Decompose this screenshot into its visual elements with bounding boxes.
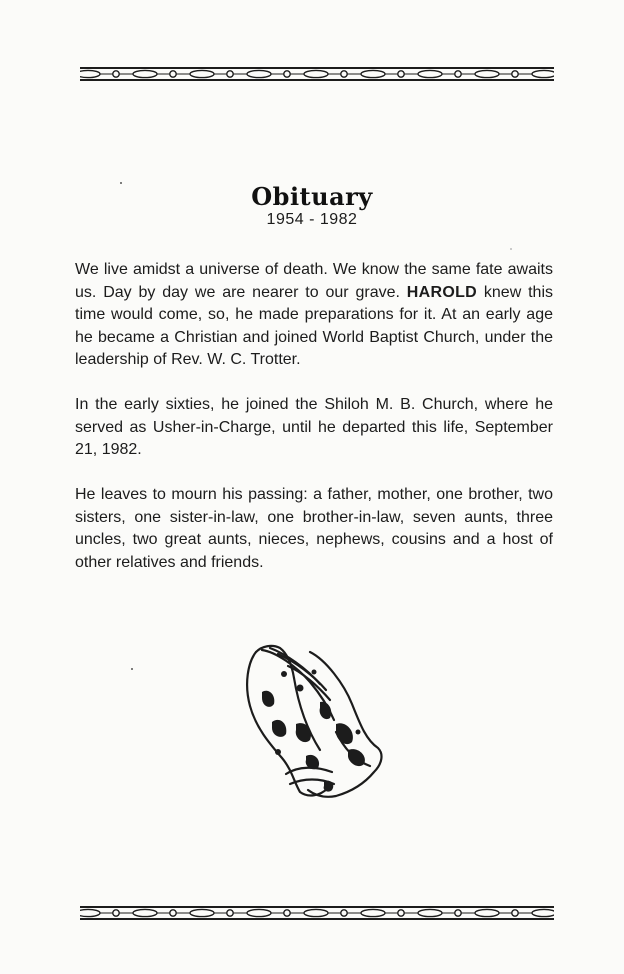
- page-title: Obituary: [251, 182, 373, 212]
- chain-link: [418, 70, 442, 77]
- chain-link: [532, 909, 554, 916]
- bottom-chain-border: [80, 905, 554, 921]
- chain-ring: [227, 910, 233, 916]
- chain-link: [80, 70, 100, 77]
- paragraph-1-intro: We live amidst a universe of death. We know the same fate awaits us. Day by day we are nearer to our grave.: [75, 261, 553, 301]
- chain-link: [247, 70, 271, 77]
- chain-ring: [284, 910, 290, 916]
- deceased-name: HAROLD: [406, 283, 478, 301]
- chain-link: [80, 909, 100, 916]
- chain-ring: [455, 910, 461, 916]
- chain-link: [361, 70, 385, 77]
- paper-speck: [510, 248, 512, 250]
- chain-links-bottom: [80, 909, 554, 916]
- chain-ring: [341, 71, 347, 77]
- top-chain-border: [80, 66, 554, 82]
- chain-link: [532, 70, 554, 77]
- chain-link: [190, 70, 214, 77]
- chain-link: [418, 909, 442, 916]
- chain-ring: [170, 910, 176, 916]
- chain-ring: [284, 71, 290, 77]
- praying-hands-icon: [236, 632, 388, 800]
- chain-ring: [398, 910, 404, 916]
- paper-speck: [120, 182, 122, 184]
- chain-ring: [455, 71, 461, 77]
- chain-link: [133, 70, 157, 77]
- chain-link: [133, 909, 157, 916]
- chain-ring: [341, 910, 347, 916]
- chain-ring: [227, 71, 233, 77]
- life-years: 1954 - 1982: [266, 211, 358, 228]
- chain-ring: [398, 71, 404, 77]
- chain-ring: [170, 71, 176, 77]
- chain-links-top: [80, 70, 554, 77]
- chain-link: [247, 909, 271, 916]
- chain-link: [304, 70, 328, 77]
- chain-ring: [113, 71, 119, 77]
- chain-ring: [512, 910, 518, 916]
- chain-ring: [512, 71, 518, 77]
- obituary-paragraph-1: [75, 259, 553, 372]
- paper-speck: [131, 668, 133, 670]
- obituary-paragraph-2: In the early sixties, he joined the Shiloh M. B. Church, where he served as Usher-in-Charge, until he departed this life, September 21, 1982.: [75, 396, 553, 459]
- chain-ring: [113, 910, 119, 916]
- paragraph-1-rest: knew this time would come, so, he made preparations for it. At an early age he became a Christian and joined World Baptist Church, under the leadership of Rev. W. C. Trotter.: [75, 283, 554, 369]
- chain-link: [475, 70, 499, 77]
- chain-link: [361, 909, 385, 916]
- chain-link: [304, 909, 328, 916]
- chain-link: [475, 909, 499, 916]
- chain-link: [190, 909, 214, 916]
- obituary-paragraph-3: He leaves to mourn his passing: a father, mother, one brother, two sisters, one sister-in-law, one brother-in-law, seven aunts, three uncles, two great aunts, nieces, nephews, cousins and a host of other relatives and friends.: [75, 486, 553, 571]
